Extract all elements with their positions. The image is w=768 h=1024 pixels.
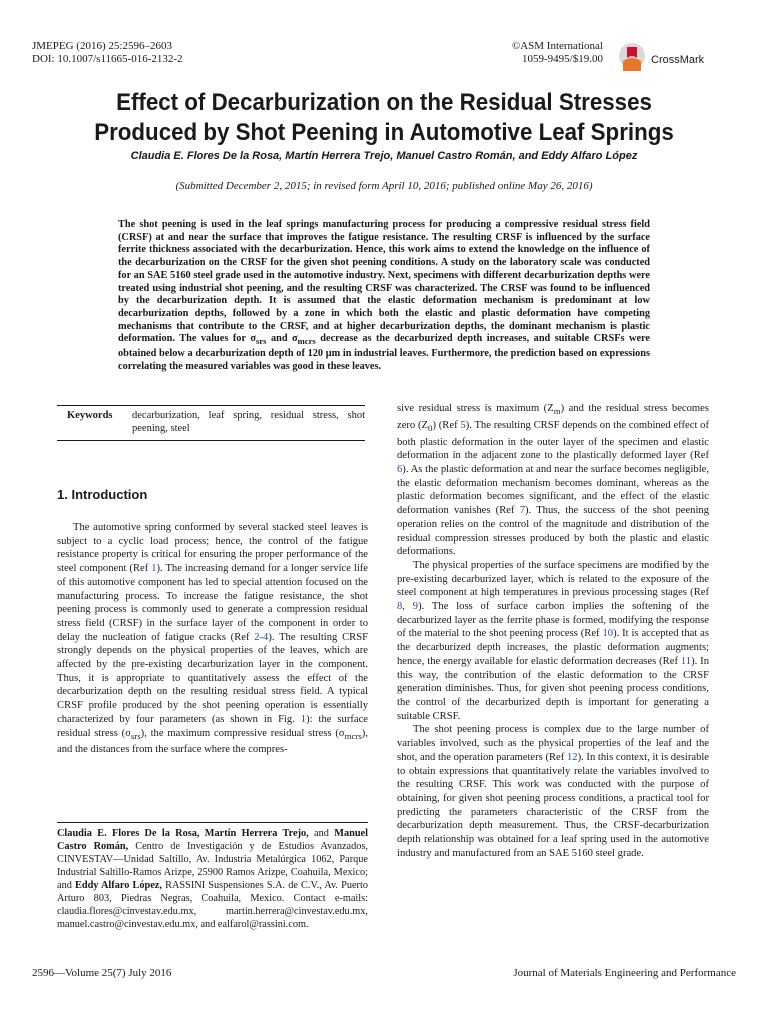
- abstract-sub-mcrs: mcrs: [297, 336, 316, 347]
- crossmark-label: CrossMark: [651, 54, 705, 66]
- abstract-text-2: decrease as the decarburized depth increases, and suitable CRSFs were obtained below a decarburization depth of 120 μm in industrial leaves. Furthermore, the prediction based on expressions correlating the measured variables was good in these leaves.: [118, 333, 650, 372]
- page-footer-right: Journal of Materials Engineering and Performance: [513, 967, 736, 979]
- keywords-text: decarburization, leaf spring, residual stress, shot peening, steel: [132, 410, 365, 434]
- keywords-box: [57, 405, 365, 441]
- figure-link[interactable]: 1: [300, 713, 307, 725]
- article-title: [57, 88, 712, 148]
- author-list: Claudia E. Flores De la Rosa, Martín Herrera Trejo, Manuel Castro Román, and Eddy Alfaro López: [130, 150, 638, 162]
- copyright: ©ASM International: [511, 40, 603, 52]
- left-column-body: [57, 521, 368, 757]
- ref-link[interactable]: 7: [519, 505, 526, 517]
- page-footer-left: 2596—Volume 25(7) July 2016: [32, 967, 172, 979]
- abstract-text-and: and σ: [266, 333, 298, 345]
- ref-link[interactable]: 5: [460, 419, 466, 431]
- doi[interactable]: DOI: 10.1007/s11665-016-2132-2: [32, 53, 183, 65]
- journal-header-left: [32, 40, 183, 66]
- ref-link[interactable]: 9: [412, 601, 419, 613]
- submission-dates: (Submitted December 2, 2015; in revised form April 10, 2016; published online May 26, 2016): [175, 180, 593, 192]
- ref-link[interactable]: 11: [680, 655, 692, 667]
- journal-header-right: [512, 40, 603, 66]
- abstract-sub-srs: srs: [255, 336, 267, 347]
- journal-code: JMEPEG (2016) 25:2596–2603: [32, 40, 172, 52]
- crossmark-badge[interactable]: [617, 40, 737, 80]
- crossmark-icon: [617, 41, 647, 79]
- issn-price: 1059-9495/$19.00: [522, 53, 603, 65]
- ref-link[interactable]: 6: [397, 464, 403, 476]
- abstract: [118, 219, 650, 373]
- right-column-body: [397, 402, 709, 860]
- title-line-1: Effect of Decarburization on the Residual Stresses: [116, 89, 652, 116]
- author-affiliation: Claudia E. Flores De la Rosa, Martín Herrera Trejo, and Manuel Castro Román, Centro de Investigación y de Estudios Avanzados, CINVESTAV—Unidad Saltillo, Av. Industria Metalúrgica 1062, Parque Industrial Saltillo-Ramos Arizpe, 25900 Ramos Arizpe, Coahuila, Mexico; and Eddy Alfaro López, RASSINI Suspensiones S.A. de C.V., Av. Puerto Arturo 803, Piedras Negras, Coahuila, Mexico. Contact e-mails: claudia.flores@cinvestav.edu.mx, martin.herrera@cinvestav.edu.mx, manuel.castro@cinvestav.edu.mx, and ealfarol@rassini.com.: [57, 822, 368, 931]
- ref-link[interactable]: 8: [397, 601, 403, 613]
- ref-link[interactable]: 10: [602, 628, 614, 640]
- abstract-text-1: The shot peening is used in the leaf springs manufacturing process for producing a compressive residual stress field (CRSF) at and near the surface that improves the fatigue resistance. The resulting CRSF is influenced by the surface ferrite thickness associated with the decarburization. Hence, this work aims to extend the knowledge on the influence of the decarburization on the CRSF for the given shot peening conditions. A study on the laboratory scale was conducted for an SAE 5160 steel grade used in the automotive industry. Next, specimens with different decarburization depths were treated using industrial shot peening, and the resulting CRSF was characterized. The CRSF was found to be influenced by the decarburization depth. It is assumed that the elastic deformation mechanism is predominant at low decarburization depths, followed by a zone in which both the elastic and plastic deformation have competing mechanisms that contribute to the CRSF, and at higher decarburization depths, the dominant mechanism is plastic deformation. The values for σ: [118, 219, 650, 345]
- paragraph: The automotive spring conformed by several stacked steel leaves is subject to a cyclic load process; hence, the control of the fatigue resistance property is critical for ensuring the proper performance of the steel component (Ref 1). The increasing demand for a longer service life of this automotive component has led to special attention focused on the manufacturing process. To increase the fatigue resistance, the shot peening process is commonly used to generate a compression residual stress field (CRSF) in the surface layer of the component in order to delay the nucleation of fatigue cracks (Ref 2-4). The resulting CRSF strongly depends on the physical properties of the leaves, which are affected by the pre-existing decarburization layer in the component. Thus, it is appropriate to quantitatively assess the effect of the decarburization depth on the resulting residual stress field. A typical CRSF profile produced by the shot peening operation is essentially characterized by four parameters (as shown in Fig. 1): the surface residual stress $(\sigma_{srs})$, the maximum compressive residual stress $(\sigma_{mcrs})$, and the distances from the surface where the compres-: [57, 522, 368, 756]
- paragraph: The physical properties of the surface specimens are modified by the pre-existing decarburized layer, which is related to the exposure of the steel component at high temperatures in previous processing stages (Ref 8, 9). The loss of surface carbon implies the softening of the decarburized layer as the ferrite phase is formed, modifying the response of the material to the shot peening process (Ref 10). It is accepted that as the decarburized depth increases, the plastic deformation augments; hence, the energy available for elastic deformation decreases (Ref 11). In this way, the contribution of the elastic deformation to the CRSF generation diminishes. Thus, for given shot peening process conditions, the control of the decarburized depth is important for generating a suitable CRSF.: [397, 559, 710, 722]
- paragraph: sive residual stress is maximum $(Z_m)$ and the residual stress becomes zero $(Z_0)$ (Ref 5). The resulting CRSF depends on the combined effect of both plastic deformation in the outer layer of the specimen and elastic deformation in the adjacent zone to the plastically deformed layer (Ref 6). As the plastic deformation at and near the surface becomes negligible, the elastic deformation mechanism becomes dominant, whereas as the plastic deformation becomes significant, and the effect of the elastic deformation vanishes (Ref 7). Thus, the success of the shot peening operation relies on the control of the magnitude and distribution of the residual compression stresses produced by both the plastic and elastic deformations.: [397, 403, 709, 558]
- keywords-label: Keywords: [67, 410, 113, 421]
- paragraph: The shot peening process is complex due to the large number of variables involved, such as the physical properties of the leaf and the shot, and the operation parameters (Ref 12). In this context, it is desirable to obtain expressions that quantitatively relate the variables involved to the resulting CRSF. This work was conducted with the purpose of obtaining, for given shot peening process conditions, a practical tool for predicting the parameters characteristic of the CRSF from the decarburization depth measurement. Thus, the CRSF-decarburization depth relationship was obtained for a leaf spring used in the automotive industry and manufactured from an SAE 5160 steel grade.: [397, 724, 710, 859]
- title-line-2: Produced by Shot Peening in Automotive Leaf Springs: [94, 119, 674, 146]
- ref-link[interactable]: 1: [151, 563, 157, 575]
- ref-link[interactable]: 2-4: [254, 631, 269, 643]
- section-heading-introduction: 1. Introduction: [57, 487, 148, 502]
- ref-link[interactable]: 12: [566, 751, 578, 763]
